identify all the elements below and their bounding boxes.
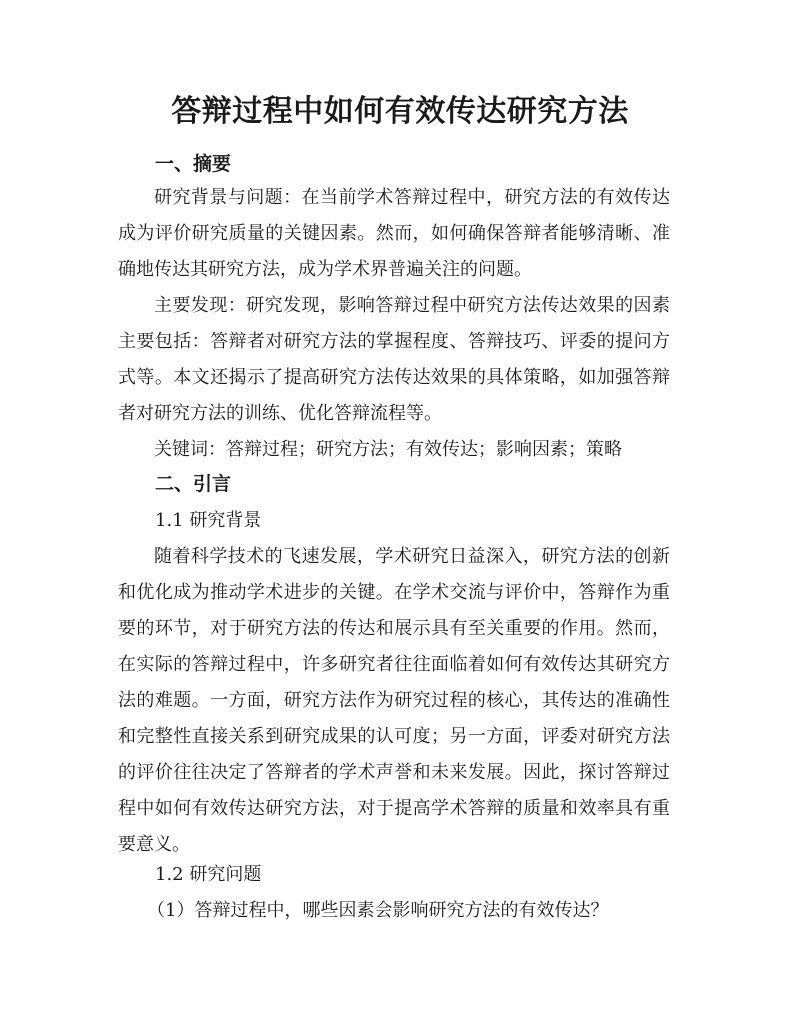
- abstract-findings-paragraph: 主要发现：研究发现，影响答辩过程中研究方法传达效果的因素主要包括：答辩者对研究方法的掌握程度、答辩技巧、评委的提问方式等。本文还揭示了提高研究方法传达效果的具体策略，如加强答辩者对研究方法的训练、优化答辩流程等。: [118, 295, 670, 424]
- document-title: 答辩过程中如何有效传达研究方法: [171, 94, 629, 129]
- keywords-line: 关键词：答辩过程；研究方法；有效传达；影响因素；策略: [154, 439, 622, 460]
- research-question-1: （1）答辩过程中，哪些因素会影响研究方法的有效传达？: [147, 900, 609, 921]
- subsection-title-background: 1.1 研究背景: [155, 510, 262, 531]
- abstract-background-paragraph: 研究背景与问题：在当前学术答辩过程中，研究方法的有效传达成为评价研究质量的关键因素。然而，如何确保答辩者能够清晰、准确地传达其研究方法，成为学术界普遍关注的问题。: [118, 187, 670, 280]
- background-paragraph: 随着科学技术的飞速发展，学术研究日益深入，研究方法的创新和优化成为推动学术进步的关键。在学术交流与评价中，答辩作为重要的环节，对于研究方法的传达和展示具有至关重要的作用。然而，在实际的答辩过程中，许多研究者往往面临着如何有效传达其研究方法的难题。一方面，研究方法作为研究过程的核心，其传达的准确性和完整性直接关系到研究成果的认可度；另一方面，评委对研究方法的评价往往决定了答辩者的学术声誉和未来发展。因此，探讨答辩过程中如何有效传达研究方法，对于提高学术答辩的质量和效率具有重要意义。: [118, 546, 670, 855]
- section-heading-abstract: 一、摘要: [155, 153, 232, 175]
- section-heading-introduction: 二、引言: [155, 473, 232, 495]
- subsection-title-questions: 1.2 研究问题: [155, 864, 262, 885]
